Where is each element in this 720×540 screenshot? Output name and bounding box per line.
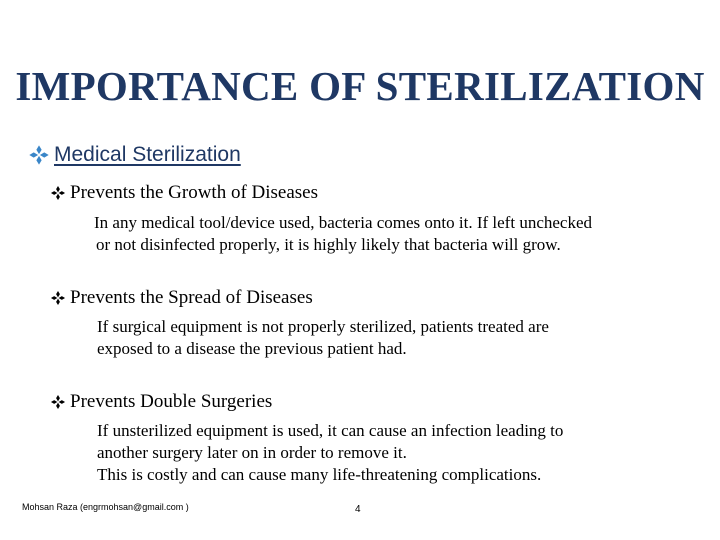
paragraph-spread	[97, 316, 697, 360]
paragraph-line: In any medical tool/device used, bacteria comes onto it. If left unchecked	[94, 213, 592, 232]
diamond-bullet-icon	[50, 394, 66, 410]
sub-bullet-heading: Prevents the Spread of Diseases	[70, 287, 313, 308]
paragraph-growth	[94, 212, 694, 256]
paragraph-line: If surgical equipment is not properly sterilized, patients treated are	[97, 317, 549, 336]
footer-page-number: 4	[355, 504, 361, 515]
diamond-bullet-icon	[50, 290, 66, 306]
sub-bullet-double-surgeries	[50, 391, 272, 413]
paragraph-line: exposed to a disease the previous patient had.	[97, 339, 407, 358]
sub-bullet-spread	[50, 287, 313, 309]
slide-title: IMPORTANCE OF STERILIZATION	[15, 63, 705, 109]
footer-author: Mohsan Raza (engrmohsan@gmail.com )	[22, 502, 189, 512]
sub-bullet-heading: Prevents Double Surgeries	[70, 391, 273, 412]
paragraph-double-surgeries	[97, 420, 697, 486]
sub-bullet-growth	[50, 182, 318, 204]
diamond-bullet-icon	[50, 185, 66, 201]
diamond-bullet-icon	[28, 144, 50, 166]
main-bullet-label: Medical Sterilization	[54, 143, 241, 166]
paragraph-line: If unsterilized equipment is used, it can cause an infection leading to	[97, 421, 564, 440]
main-bullet-medical-sterilization	[28, 143, 241, 167]
paragraph-line: or not disinfected properly, it is highly likely that bacteria will grow.	[96, 235, 561, 254]
paragraph-line: This is costly and can cause many life-threatening complications.	[97, 465, 542, 484]
paragraph-line: another surgery later on in order to remove it.	[97, 443, 407, 462]
sub-bullet-heading: Prevents the Growth of Diseases	[70, 182, 319, 203]
